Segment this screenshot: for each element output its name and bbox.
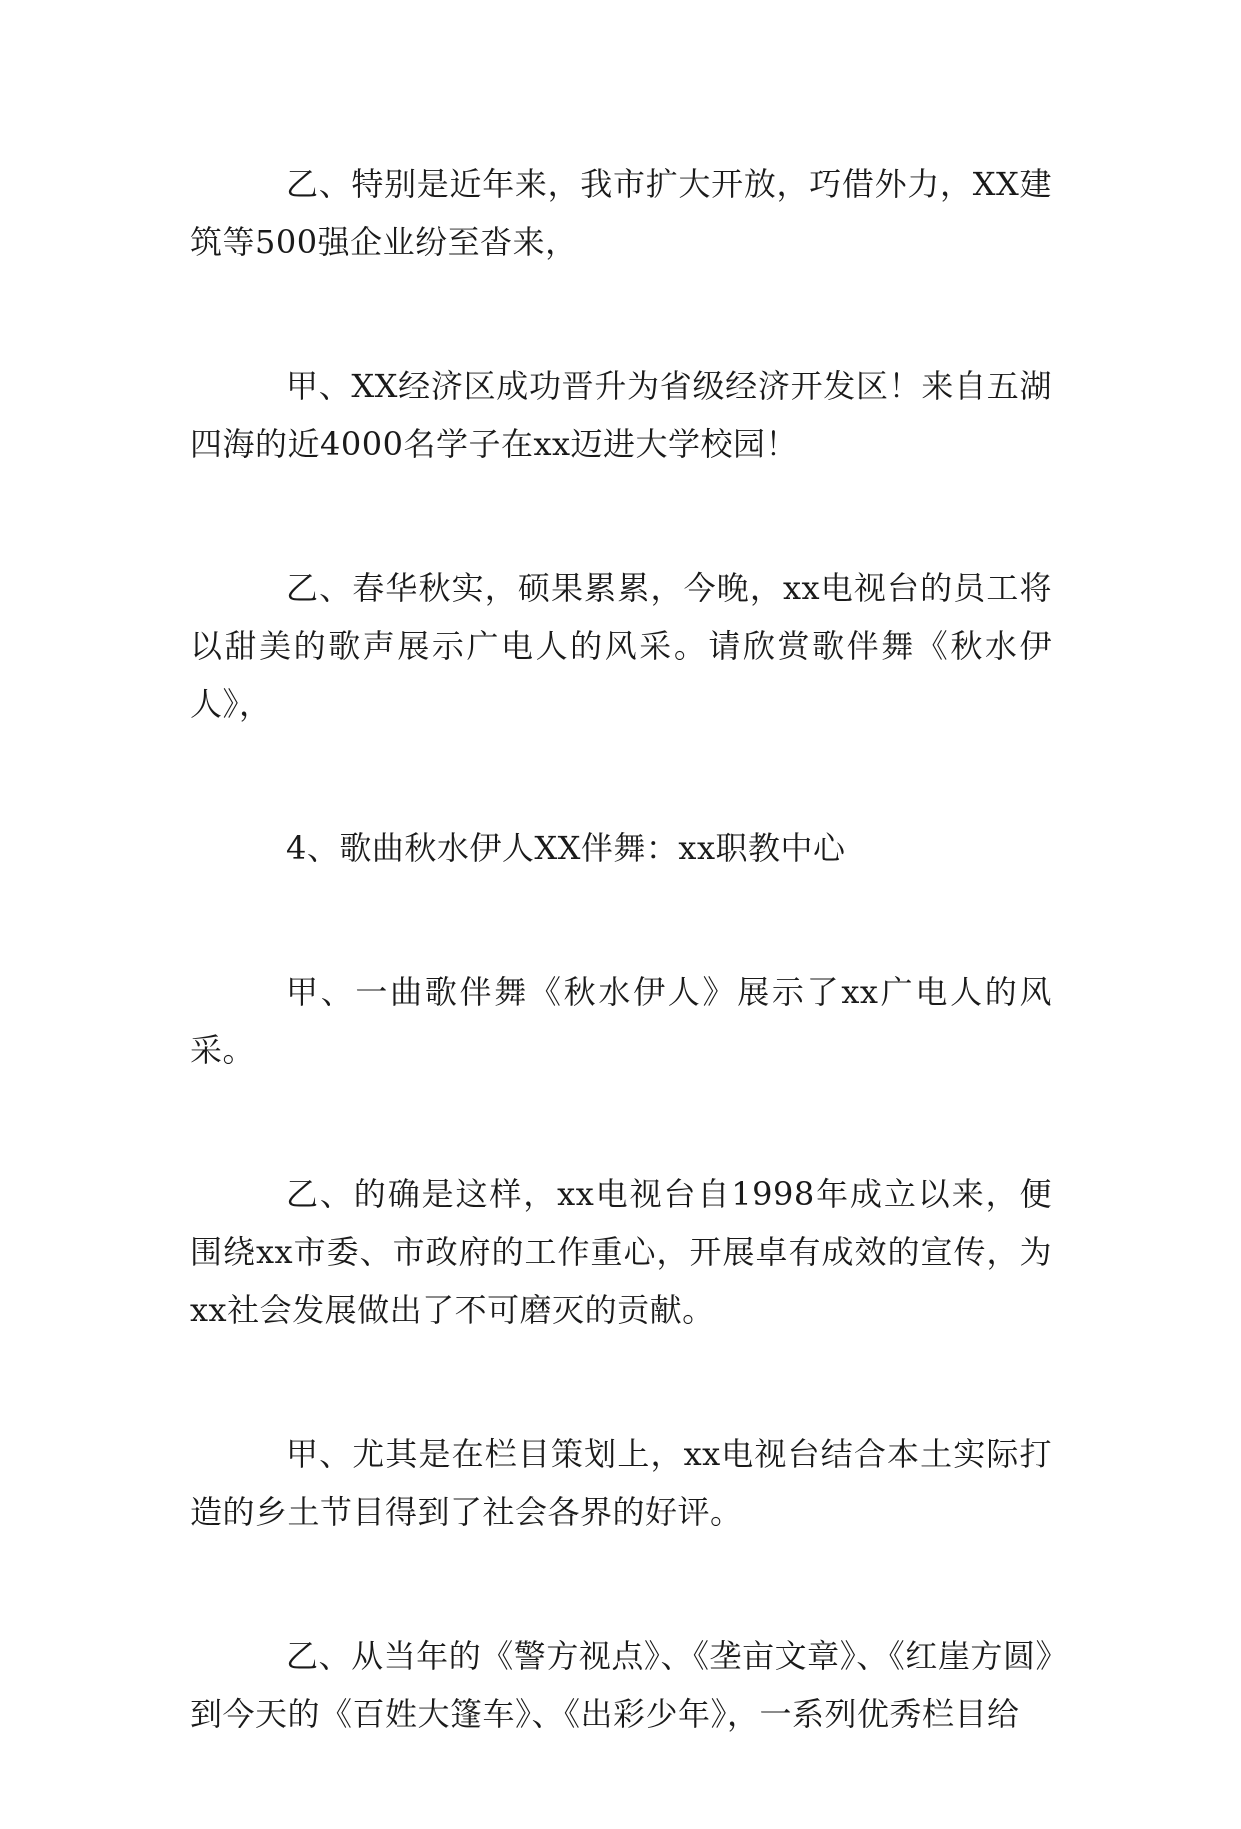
paragraph-3: 乙、春华秋实，硕果累累，今晚，xx电视台的员工将以甜美的歌声展示广电人的风采。请欣赏歌伴舞《秋水伊人》， <box>190 569 1052 723</box>
document-body <box>190 155 1052 1829</box>
paragraph-1: 乙、特别是近年来，我市扩大开放，巧借外力，XX建筑等500强企业纷至沓来， <box>190 165 1052 261</box>
paragraph-6: 乙、的确是这样，xx电视台自1998年成立以来，便围绕xx市委、市政府的工作重心，开展卓有成效的宣传，为xx社会发展做出了不可磨灭的贡献。 <box>190 1175 1052 1329</box>
paragraph-8: 乙、从当年的《警方视点》、《垄亩文章》、《红崖方圆》到今天的《百姓大篷车》、《出彩少年》，一系列优秀栏目给 <box>190 1637 1052 1733</box>
paragraph-2: 甲、XX经济区成功晋升为省级经济开发区！来自五湖四海的近4000名学子在xx迈进大学校园！ <box>190 367 1052 463</box>
paragraph-5: 甲、一曲歌伴舞《秋水伊人》展示了xx广电人的风采。 <box>190 973 1052 1069</box>
paragraph-7: 甲、尤其是在栏目策划上，xx电视台结合本土实际打造的乡土节目得到了社会各界的好评。 <box>190 1435 1052 1531</box>
paragraph-4: 4、歌曲秋水伊人XX伴舞：xx职教中心 <box>286 829 846 867</box>
